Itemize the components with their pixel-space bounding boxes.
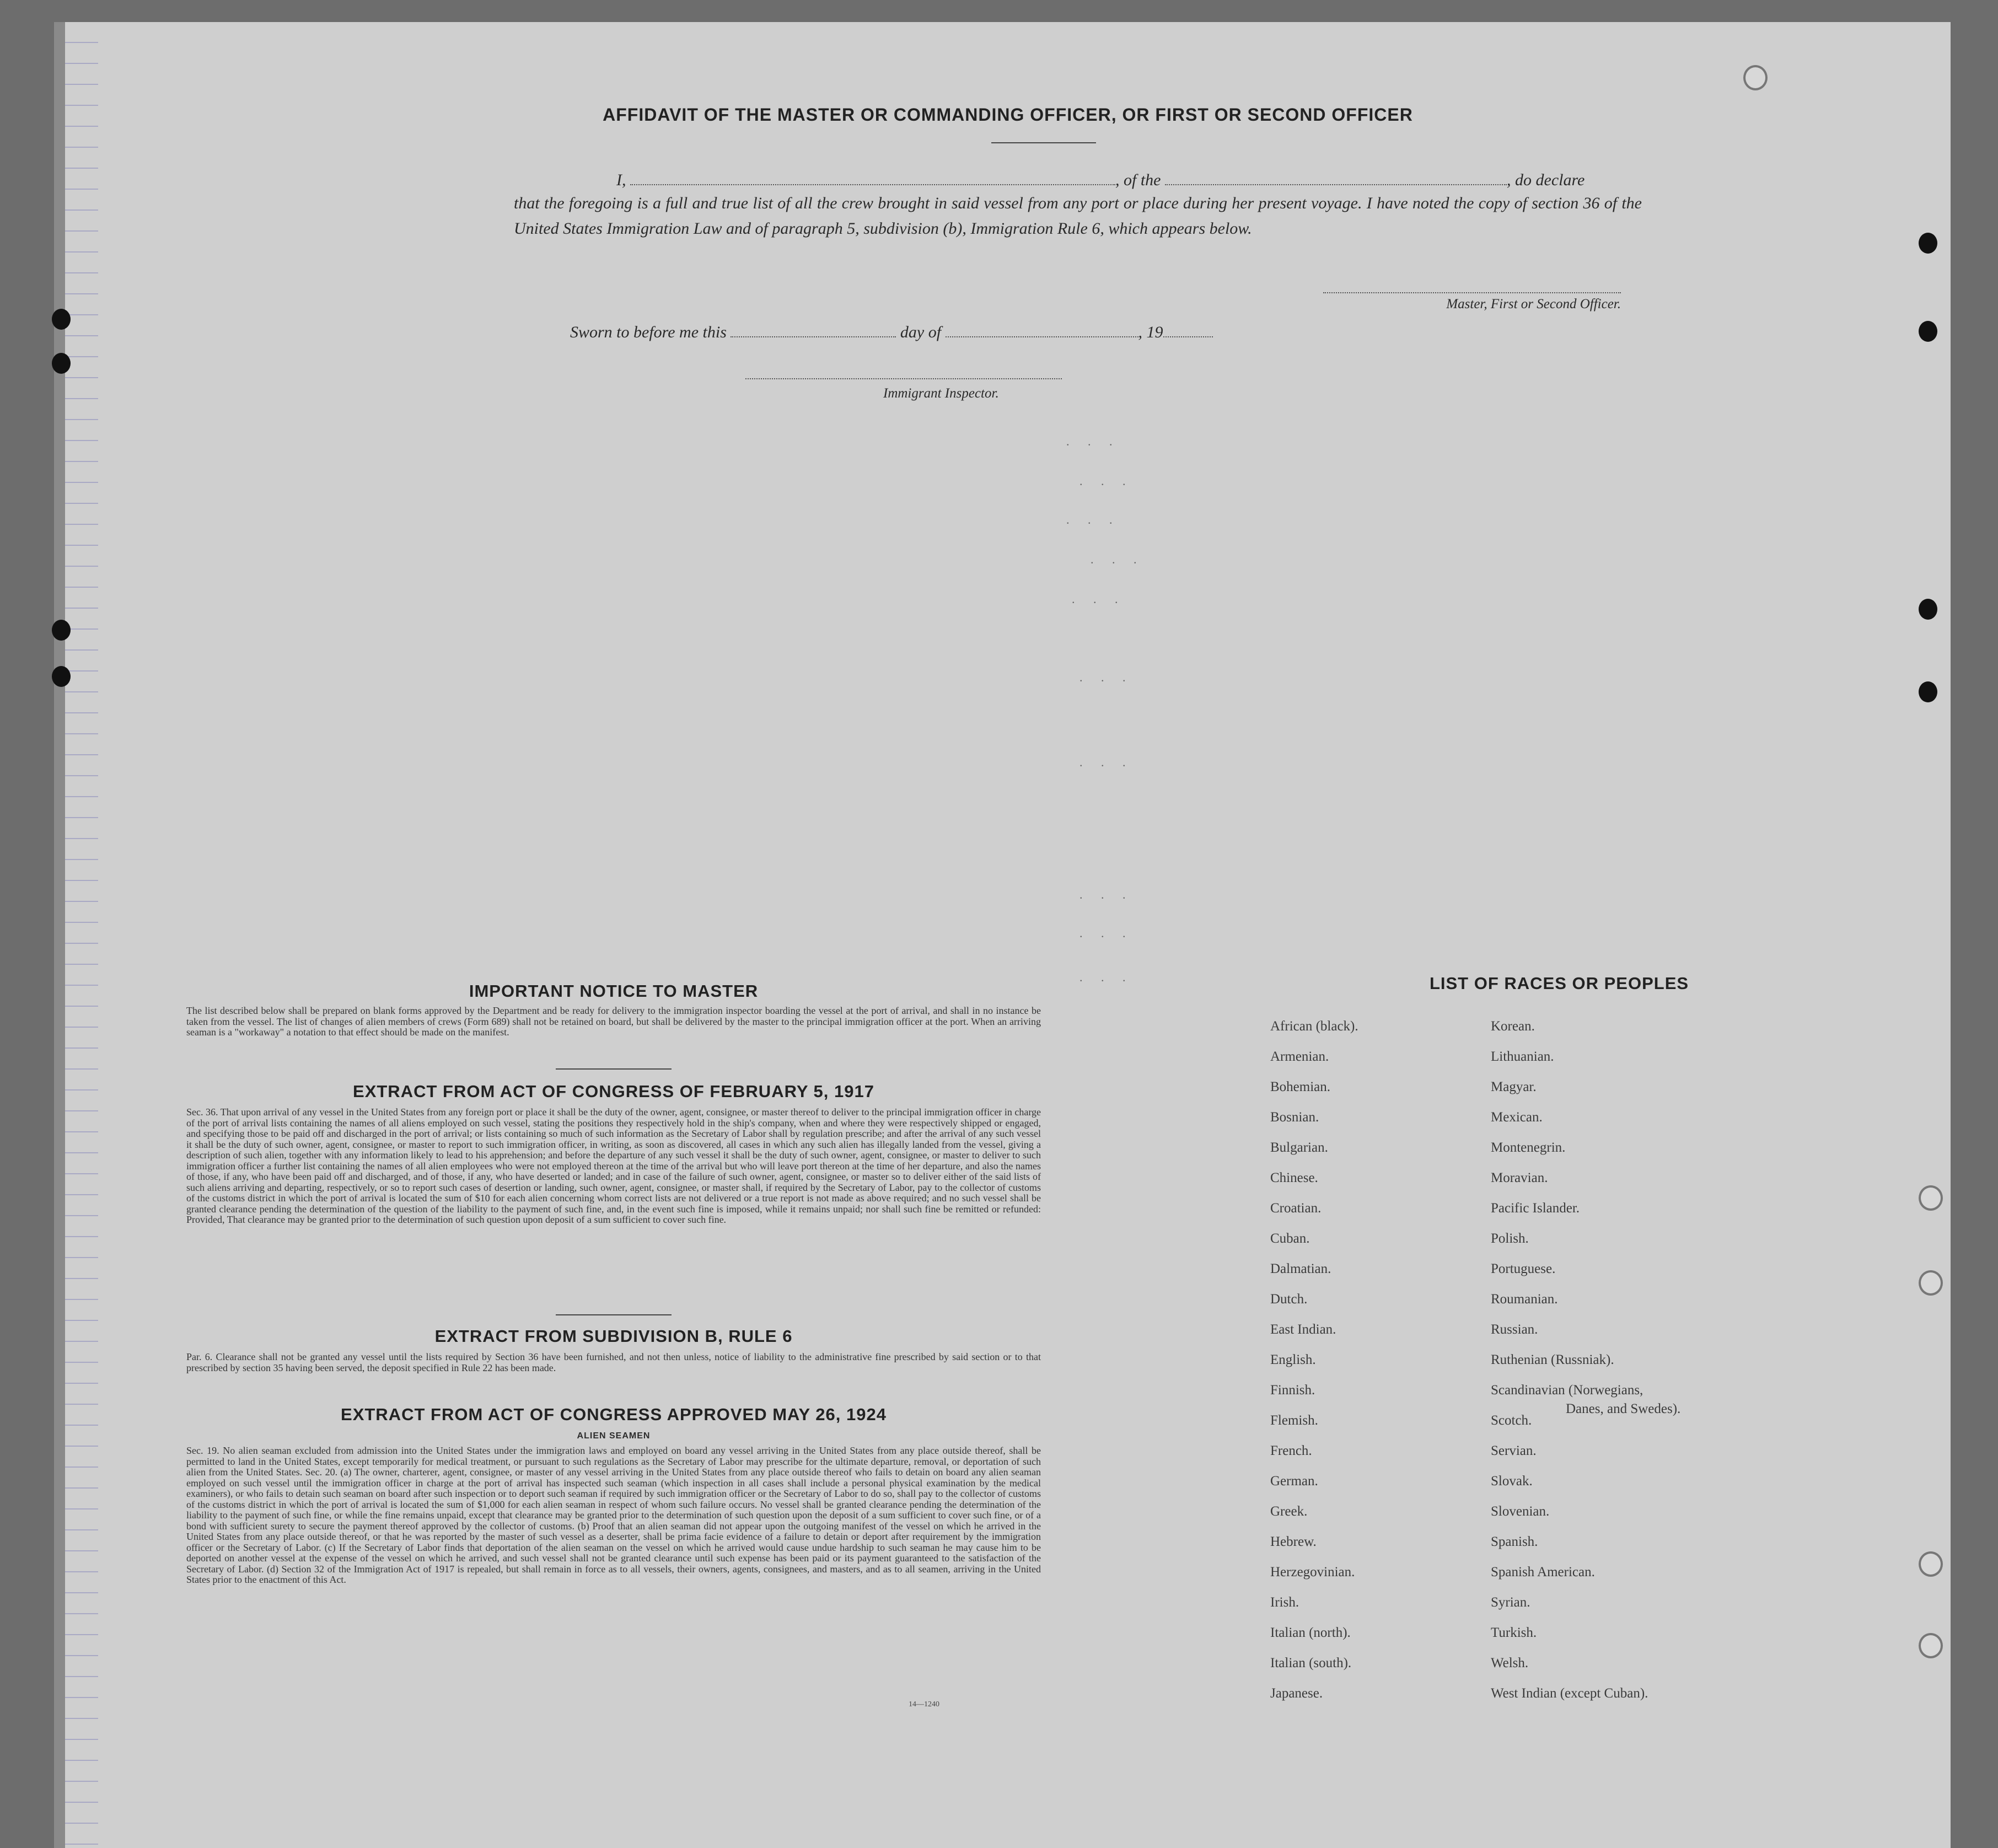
race-item: French. bbox=[1270, 1443, 1312, 1458]
race-item: Armenian. bbox=[1270, 1049, 1329, 1064]
race-item: Syrian. bbox=[1491, 1595, 1530, 1610]
race-item: Welsh. bbox=[1491, 1656, 1529, 1670]
affidavit-of-the: , of the bbox=[1115, 171, 1161, 189]
form-number: 14—1240 bbox=[909, 1700, 939, 1709]
race-item: Dalmatian. bbox=[1270, 1261, 1331, 1276]
race-item: Russian. bbox=[1491, 1322, 1538, 1337]
faint-mark: . . . bbox=[1079, 755, 1134, 769]
race-item: African (black). bbox=[1270, 1019, 1358, 1034]
faint-mark: . . . bbox=[1079, 970, 1134, 984]
race-item: Magyar. bbox=[1491, 1079, 1537, 1094]
month-blank bbox=[946, 336, 1138, 337]
race-item: Italian (north). bbox=[1270, 1625, 1351, 1640]
race-item: Montenegrin. bbox=[1491, 1140, 1566, 1155]
race-item: Scotch. bbox=[1491, 1413, 1532, 1428]
faint-mark: . . . bbox=[1091, 552, 1145, 566]
sworn-prefix: Sworn to before me this bbox=[570, 323, 727, 341]
race-item: Greek. bbox=[1270, 1504, 1308, 1519]
race-item: Roumanian. bbox=[1491, 1292, 1558, 1307]
affidavit-prefix: I, bbox=[616, 171, 626, 189]
race-item: Lithuanian. bbox=[1491, 1049, 1554, 1064]
race-item: Dutch. bbox=[1270, 1292, 1308, 1307]
binder-hole bbox=[1743, 65, 1768, 90]
extract-1917-text: Sec. 36. That upon arrival of any vessel in the United States from any foreign port or place it shall be the duty of the owner, agent, consignee, or master thereof to deliver to the principal immigration officer in charge of the port of arrival lists containing the names of all aliens employed on such vessel, stating the positions they respectively hold in the ship's company, when and where they were respectively shipped or engaged, and specifying those to be paid off and discharged in the port of arrival; or lists containing so much of such information as the Secretary of Labor shall by regulation prescribe; and after the arrival of any such vessel it shall be the duty of such owner, agent, consignee, or master to report to such immigration officer, in writing, as soon as discovered, all cases in which any such alien has illegally landed from the vessel, giving a description of such alien, together with any information likely to lead to his apprehension; and before the departure of any such vessel it shall be the duty of such owner, agent, consignee, or master to deliver to such immigration officer a further list containing the names of all alien employees who were not employed thereon at the time of the arrival but who will leave port thereon at the time of her departure, and also the names of those, if any, who have been paid off and discharged, and of those, if any, who have deserted or landed; and in case of the failure of such owner, agent, consignee, or master so to deliver either of the said lists of such aliens arriving and departing, respectively, or so to report such cases of desertion or landing, such owner, agent, consignee, or master shall, if required by the Secretary of Labor, pay to the collector of customs of the customs district in which the port of arrival is located the sum of $10 for each alien concerning whom correct lists are not delivered or a true report is not made as above required; and no such vessel shall be granted clearance pending the determination of the question of the liability to the payment of such fine, and, in the event such fine is imposed, while it remains unpaid; nor shall such fine be remitted or refunded: Provided, That clearance may be granted prior to the determination of such question upon deposit of a sum sufficient to cover such fine. bbox=[186, 1106, 1041, 1225]
race-item: Croatian. bbox=[1270, 1201, 1322, 1216]
race-item: Scandinavian (Norwegians, bbox=[1491, 1383, 1643, 1398]
race-item: Finnish. bbox=[1270, 1383, 1315, 1398]
race-item: Turkish. bbox=[1491, 1625, 1537, 1640]
divider bbox=[991, 142, 1096, 143]
race-item: Spanish. bbox=[1491, 1534, 1538, 1549]
binder-hole bbox=[1919, 599, 1937, 620]
extract-1917-title: EXTRACT FROM ACT OF CONGRESS OF FEBRUARY 5, 1917 bbox=[353, 1082, 874, 1101]
binder-hole bbox=[1919, 1270, 1943, 1296]
signature-blank bbox=[1323, 292, 1621, 293]
sworn-day: day of bbox=[900, 323, 942, 341]
master-label: Master, First or Second Officer. bbox=[1446, 297, 1621, 311]
inspector-label: Immigrant Inspector. bbox=[883, 386, 999, 401]
faint-mark: . . . bbox=[1079, 474, 1134, 488]
race-item: Chinese. bbox=[1270, 1170, 1318, 1185]
race-item: Spanish American. bbox=[1491, 1565, 1595, 1580]
sworn-year: , 19 bbox=[1138, 323, 1163, 341]
race-item: Cuban. bbox=[1270, 1231, 1310, 1246]
race-item: German. bbox=[1270, 1474, 1318, 1489]
name-blank bbox=[630, 184, 1115, 185]
extract-rule6-title: EXTRACT FROM SUBDIVISION B, RULE 6 bbox=[434, 1326, 793, 1346]
affidavit-declare: , do declare bbox=[1507, 171, 1585, 189]
ruled-margin bbox=[65, 22, 98, 1848]
notice-text: The list described below shall be prepared on blank forms approved by the Department and be ready for delivery to the immigration inspector boarding the vessel at the port of arrival, and shall in no instance be taken from the vessel. The list of changes of alien members of crews (Form 689) shall not be retained on board, but shall be delivered by the master to the principal immigration officer at the port. When an arriving seaman is a "workaway" a notation to that effect should be made on the manifest. bbox=[186, 1005, 1041, 1038]
race-item: Polish. bbox=[1491, 1231, 1529, 1246]
race-item: Hebrew. bbox=[1270, 1534, 1317, 1549]
binder-hole bbox=[1919, 233, 1937, 254]
race-item: English. bbox=[1270, 1352, 1316, 1367]
race-item: East Indian. bbox=[1270, 1322, 1336, 1337]
sworn-line bbox=[570, 323, 1397, 342]
document-page bbox=[65, 22, 1951, 1848]
inspector-signature-blank bbox=[745, 378, 1062, 379]
race-item: Moravian. bbox=[1491, 1170, 1548, 1185]
race-item: Irish. bbox=[1270, 1595, 1299, 1610]
binder-hole bbox=[1919, 1551, 1943, 1577]
race-item: Italian (south). bbox=[1270, 1656, 1352, 1670]
day-blank bbox=[731, 336, 896, 337]
binder-hole bbox=[1919, 1185, 1943, 1211]
faint-mark: . . . bbox=[1072, 592, 1126, 606]
binder-hole bbox=[1919, 321, 1937, 342]
race-item: Ruthenian (Russniak). bbox=[1491, 1352, 1614, 1367]
notice-title: IMPORTANT NOTICE TO MASTER bbox=[469, 981, 759, 1001]
faint-mark: . . . bbox=[1079, 926, 1134, 940]
race-item: Slovenian. bbox=[1491, 1504, 1550, 1519]
binder-hole bbox=[1919, 1633, 1943, 1658]
race-item: West Indian (except Cuban). bbox=[1491, 1686, 1648, 1701]
extract-1924-title: EXTRACT FROM ACT OF CONGRESS APPROVED MAY 26, 1924 bbox=[341, 1405, 887, 1424]
affidavit-body: that the foregoing is a full and true list of all the crew brought in said vessel from any port or place during her present voyage. I have noted the copy of section 36 of the United States Immigration Law and of paragraph 5, subdivision (b), Immigration Rule 6, which appears below. bbox=[514, 194, 1642, 238]
race-item: Japanese. bbox=[1270, 1686, 1323, 1701]
race-item: Pacific Islander. bbox=[1491, 1201, 1580, 1216]
faint-mark: . . . bbox=[1066, 434, 1120, 448]
binder-hole bbox=[1919, 681, 1937, 702]
race-item: Bohemian. bbox=[1270, 1079, 1331, 1094]
binder-hole bbox=[52, 353, 71, 374]
alien-seamen-subtitle: ALIEN SEAMEN bbox=[577, 1431, 651, 1441]
vessel-blank bbox=[1165, 184, 1507, 185]
race-item: Portuguese. bbox=[1491, 1261, 1556, 1276]
extract-1924-text: Sec. 19. No alien seaman excluded from admission into the United States under the immigration laws and employed on board any vessel arriving in the United States from any place outside thereof, shall be permitted to land in the United States, except temporarily for medical treatment, or pursuant to such regulations as the Secretary of Labor may prescribe for the ultimate departure, removal, or deportation of such alien from the United States. Sec. 20. (a) The owner, charterer, agent, consignee, or master of any vessel arriving in the United States from any place outside thereof who fails to detain on board any alien seaman employed on such vessel until the immigration officer in charge at the port of arrival has inspected such seaman (which inspection in all cases shall include a personal physical examination by the medical examiners), or who fails to detain such seaman on board after such inspection or to deport such seaman if required by such immigration officer or the Secretary of Labor to do so, shall pay to the collector of customs of the customs district in which the port of arrival is located the sum of $1,000 for each alien seaman in respect of whom such failure occurs. No vessel shall be granted clearance pending the determination of the liability to the payment of such fine, or while the fine remains unpaid, except that clearance may be granted prior to the determination of such question upon the deposit of a sum sufficient to cover such fine, or of a bond with sufficient surety to secure the payment thereof approved by the collector of customs. (b) Proof that an alien seaman did not appear upon the outgoing manifest of the vessel on which he arrived in the United States from any place outside thereof, or that he was reported by the master of such vessel as a deserter, shall be prima facie evidence of a failure to detain or deport after requirement by the immigration officer or the Secretary of Labor. (c) If the Secretary of Labor finds that deportation of the alien seaman on the vessel on which he arrived would cause undue hardship to such seaman he may cause him to be deported on another vessel at the expense of the vessel on which he arrived, and such vessel shall not be granted clearance until such expense has been paid or its payment guaranteed to the satisfaction of the Secretary of Labor. (d) Section 32 of the Immigration Act of 1917 is repealed, but shall remain in force as to all vessels, their owners, agents, consignees, and masters, and as to all seamen, arriving in the United States prior to the enactment of this Act. bbox=[186, 1445, 1041, 1585]
races-title: LIST OF RACES OR PEOPLES bbox=[1429, 974, 1689, 993]
extract-rule6-text: Par. 6. Clearance shall not be granted any vessel until the lists required by Section 36 have been furnished, and not then unless, notice of liability to the administrative fine prescribed by said section or to that prescribed by section 35 having been served, the deposit specified in Rule 22 has been made. bbox=[186, 1351, 1041, 1373]
faint-mark: . . . bbox=[1066, 513, 1120, 527]
faint-mark: . . . bbox=[1079, 670, 1134, 684]
race-item: Korean. bbox=[1491, 1019, 1535, 1034]
divider bbox=[556, 1314, 672, 1315]
year-blank bbox=[1163, 336, 1213, 337]
binder-hole bbox=[52, 666, 71, 687]
faint-mark: . . . bbox=[1079, 888, 1134, 901]
race-item-continuation: Danes, and Swedes). bbox=[1566, 1401, 1681, 1416]
divider bbox=[556, 1068, 672, 1070]
race-item: Flemish. bbox=[1270, 1413, 1318, 1428]
race-item: Mexican. bbox=[1491, 1110, 1543, 1125]
affidavit-title: AFFIDAVIT OF THE MASTER OR COMMANDING OFFICER, OR FIRST OR SECOND OFFICER bbox=[603, 105, 1413, 125]
race-item: Slovak. bbox=[1491, 1474, 1533, 1489]
race-item: Bulgarian. bbox=[1270, 1140, 1328, 1155]
binder-hole bbox=[52, 309, 71, 330]
race-item: Bosnian. bbox=[1270, 1110, 1319, 1125]
binder-hole bbox=[52, 620, 71, 641]
race-item: Servian. bbox=[1491, 1443, 1537, 1458]
race-item: Herzegovinian. bbox=[1270, 1565, 1355, 1580]
affidavit-declaration bbox=[616, 171, 1642, 190]
